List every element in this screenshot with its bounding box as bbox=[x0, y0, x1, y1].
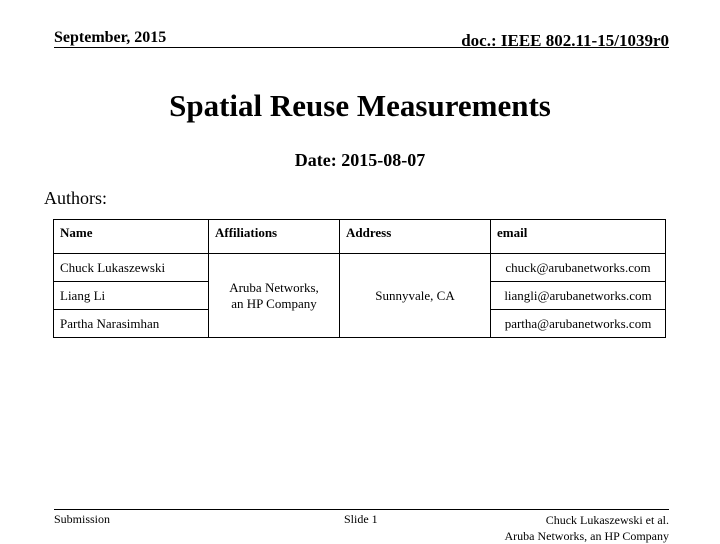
column-header-address: Address bbox=[340, 220, 491, 254]
footer-attribution bbox=[504, 512, 669, 544]
table-header-row bbox=[54, 220, 666, 254]
author-name: Partha Narasimhan bbox=[54, 310, 209, 338]
date-line: Date: 2015-08-07 bbox=[294, 150, 426, 170]
author-email: liangli@arubanetworks.com bbox=[491, 282, 666, 310]
footer-divider bbox=[54, 509, 669, 510]
column-header-email: email bbox=[491, 220, 666, 254]
authors-table bbox=[53, 219, 666, 338]
affiliation-line-2: an HP Company bbox=[231, 295, 317, 311]
footer-company: Aruba Networks, an HP Company bbox=[504, 529, 669, 543]
author-email: partha@arubanetworks.com bbox=[491, 310, 666, 338]
footer-slide-number: Slide 1 bbox=[344, 512, 378, 526]
footer-submission: Submission bbox=[54, 512, 111, 526]
author-name: Chuck Lukaszewski bbox=[54, 254, 209, 282]
affiliation-cell bbox=[209, 254, 340, 338]
column-header-affiliations: Affiliations bbox=[209, 220, 340, 254]
address-cell: Sunnyvale, CA bbox=[340, 254, 491, 338]
author-name: Liang Li bbox=[54, 282, 209, 310]
affiliation-line-1: Aruba Networks, bbox=[229, 279, 319, 295]
footer-authors: Chuck Lukaszewski et al. bbox=[545, 513, 669, 527]
header-date: September, 2015 bbox=[54, 29, 167, 46]
table-row bbox=[54, 254, 666, 282]
column-header-name: Name bbox=[54, 220, 209, 254]
header-doc-id: doc.: IEEE 802.11-15/1039r0 bbox=[461, 31, 669, 50]
header-divider bbox=[54, 47, 669, 48]
slide-title: Spatial Reuse Measurements bbox=[169, 88, 551, 123]
author-email: chuck@arubanetworks.com bbox=[491, 254, 666, 282]
authors-label: Authors: bbox=[44, 188, 107, 208]
